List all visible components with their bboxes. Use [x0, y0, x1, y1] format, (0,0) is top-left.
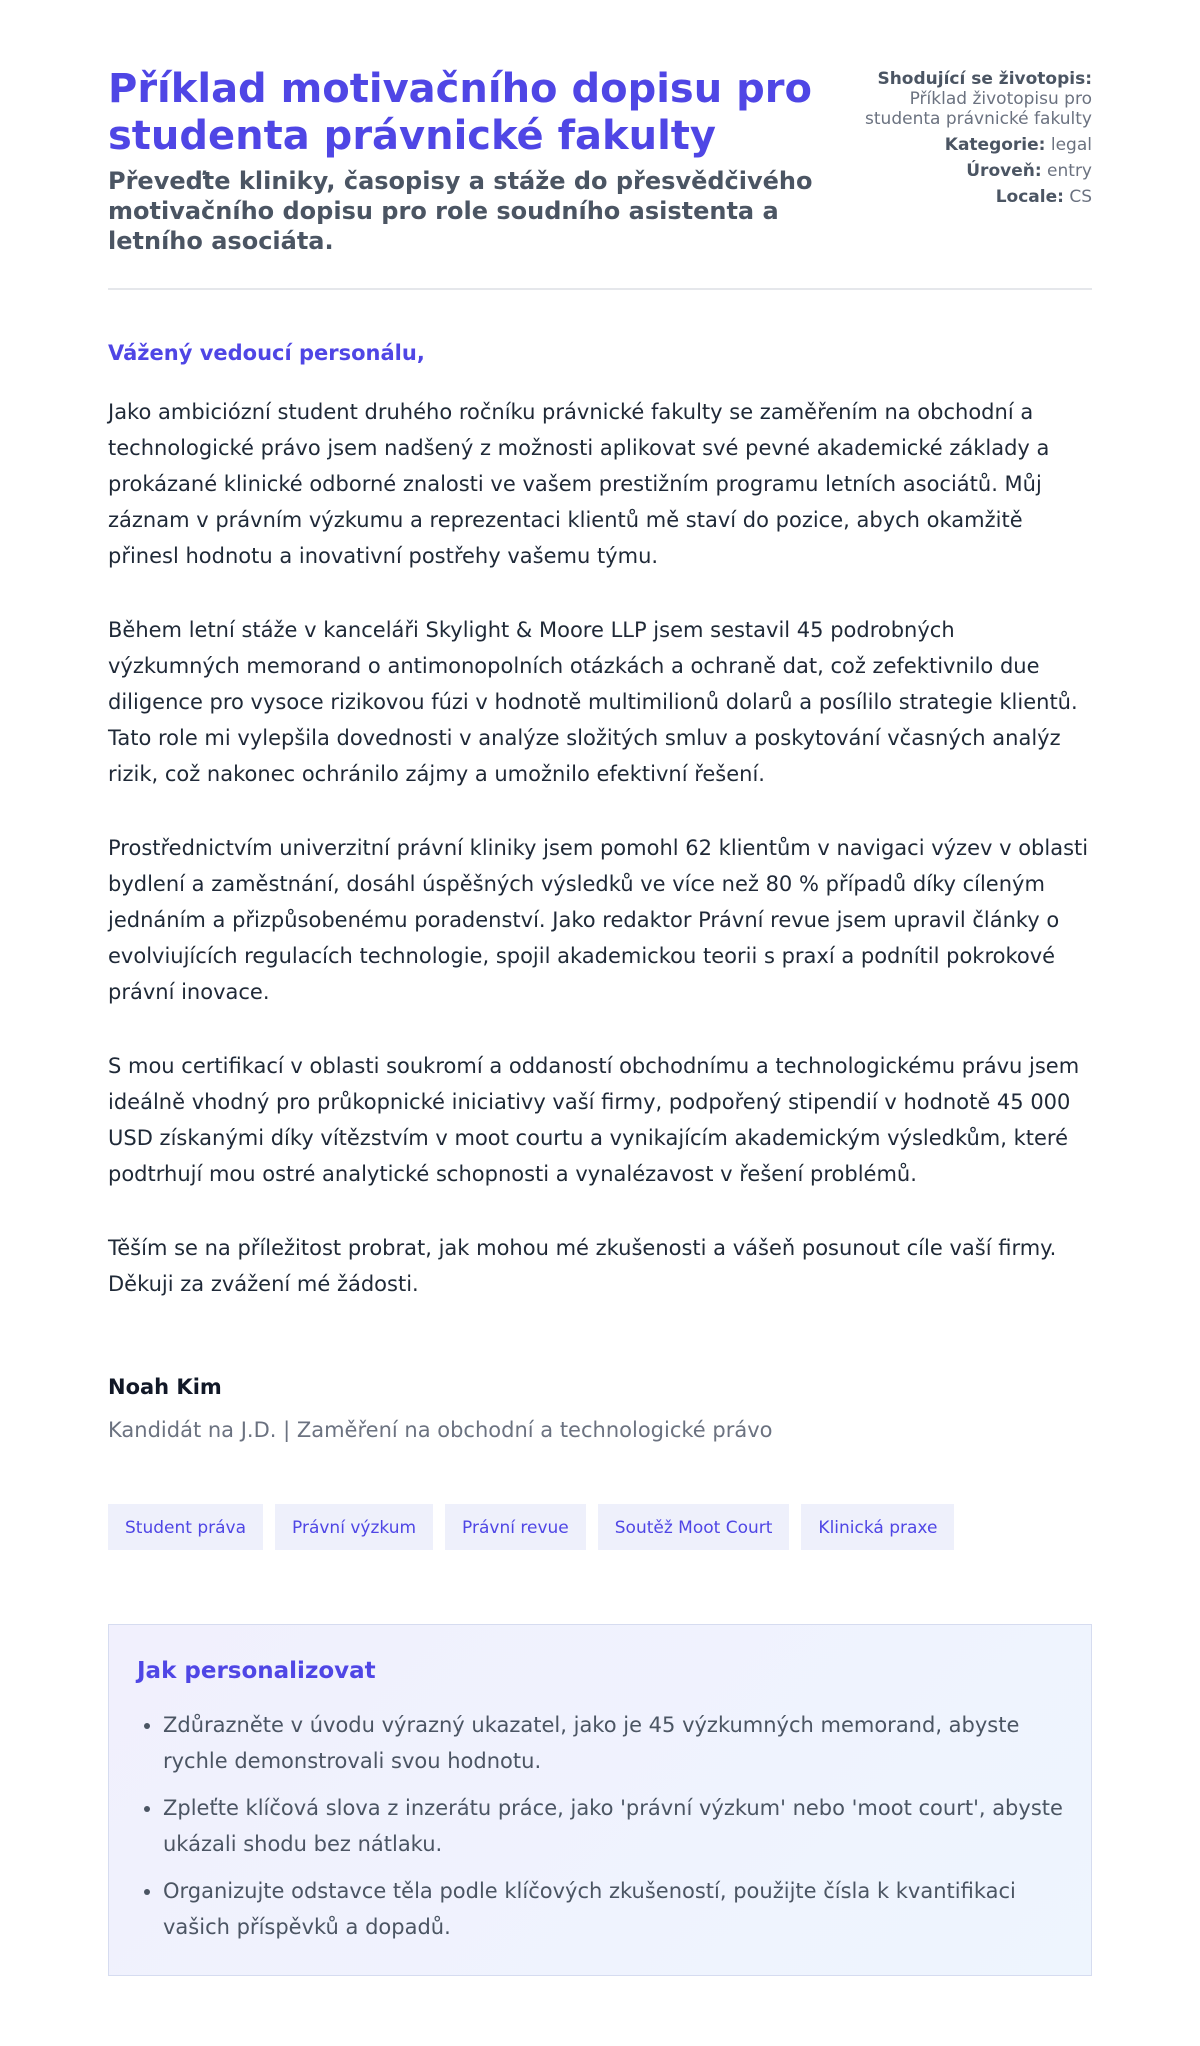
title-block [108, 66, 838, 256]
signature-block [108, 1374, 1092, 1444]
page-subtitle: Převeďte kliniky, časopisy a stáže do přesvědčivého motivačního dopisu pro role soudního asistenta a letního asociáta. [108, 167, 813, 255]
tips-title: Jak personalizovat [137, 1658, 376, 1684]
meta-panel [842, 66, 1092, 213]
page-header [108, 66, 1092, 290]
tag-student-prava[interactable]: Student práva [108, 1504, 263, 1550]
letter-paragraph: S mou certifikací v oblasti soukromí a oddaností obchodnímu a technologickému právu jsem ideálně vhodný pro průkopnické iniciativy vaší firmy, podpořený stipendií v hodnotě 45 000 USD získanými díky vítězstvím v moot courtu a vynikajícím akademickým výsledkům, které podtrhují mou ostré analytické schopnosti a vynalézavost v řešení problémů. [108, 1054, 1080, 1186]
meta-category [842, 135, 1092, 155]
meta-matching-resume-label: Shodující se životopis: [877, 69, 1092, 89]
tips-list [137, 1707, 1063, 1945]
meta-level-label: Úroveň: [966, 161, 1042, 181]
meta-category-value: legal [1050, 135, 1092, 155]
letter-paragraph: Jako ambiciózní student druhého ročníku právnické fakulty se zaměřením na obchodní a technologické právo jsem nadšený z možnosti aplikovat své pevné akademické základy a prokázané klinické odborné znalosti ve vašem prestižním programu letních asociátů. Můj záznam v právním výzkumu a reprezentaci klientů mě staví do pozice, abych okamžitě přinesl hodnotu a inovativní postřehy vašemu týmu. [108, 400, 1050, 568]
meta-matching-resume-link[interactable]: Příklad životopisu pro studenta právnické fakulty [865, 89, 1092, 129]
signature-role: Kandidát na J.D. | Zaměření na obchodní a technologické právo [108, 1418, 773, 1442]
letter-paragraph: Prostřednictvím univerzitní právní kliniky jsem pomohl 62 klientům v navigaci výzev v oblasti bydlení a zaměstnání, dosáhl úspěšných výsledků ve více než 80 % případů díky cíleným jednáním a přizpůsobenému poradenství. Jako redaktor Právní revue jsem upravil články o evolviujících regulacích technologie, spojil akademickou teorii s praxí a podnítil pokrokové právní inovace. [108, 836, 1089, 1004]
tip-item: • Zpleťte klíčová slova z inzerátu práce, jako 'právní výzkum' nebo 'moot court', abyste ukázali shodu bez nátlaku. [163, 1790, 1063, 1862]
meta-level [842, 161, 1092, 181]
signature-name: Noah Kim [108, 1375, 222, 1399]
meta-locale-label: Locale: [995, 187, 1064, 207]
tag-klinicka-praxe[interactable]: Klinická praxe [801, 1504, 954, 1550]
meta-matching-resume [842, 69, 1092, 129]
tag-list [108, 1504, 1092, 1550]
page-title: Příklad motivačního dopisu pro studenta právnické fakulty [108, 66, 812, 159]
meta-category-label: Kategorie: [944, 135, 1046, 155]
tip-item: • Zdůrazněte v úvodu výrazný ukazatel, jako je 45 výzkumných memorand, abyste rychle demonstrovali svou hodnotu. [163, 1707, 1063, 1779]
letter-paragraph: Těším se na příležitost probrat, jak mohou mé zkušenosti a vášeň posunout cíle vaší firmy. Děkuji za zvážení mé žádosti. [108, 1236, 1057, 1296]
meta-level-value: entry [1047, 161, 1092, 181]
personalization-tips-box [108, 1624, 1092, 1976]
meta-locale [842, 187, 1092, 207]
tag-pravni-revue[interactable]: Právní revue [445, 1504, 586, 1550]
letter-salutation: Vážený vedoucí personálu, [108, 341, 425, 365]
letter-body [108, 290, 1092, 1444]
tag-moot-court[interactable]: Soutěž Moot Court [598, 1504, 790, 1550]
tag-pravni-vyzkum[interactable]: Právní výzkum [275, 1504, 433, 1550]
tip-item: • Organizujte odstavce těla podle klíčových zkušeností, použijte čísla k kvantifikaci vašich příspěvků a dopadů. [163, 1873, 1063, 1945]
meta-locale-value: CS [1069, 187, 1092, 207]
letter-paragraph: Během letní stáže v kanceláři Skylight & Moore LLP jsem sestavil 45 podrobných výzkumných memorand o antimonopolních otázkách a ochraně dat, což zefektivnilo due diligence pro vysoce rizikovou fúzi v hodnotě multimilionů dolarů a posílilo strategie klientů. Tato role mi vylepšila dovednosti v analýze složitých smluv a poskytování včasných analýz rizik, což nakonec ochránilo zájmy a umožnilo efektivní řešení. [108, 618, 1078, 786]
